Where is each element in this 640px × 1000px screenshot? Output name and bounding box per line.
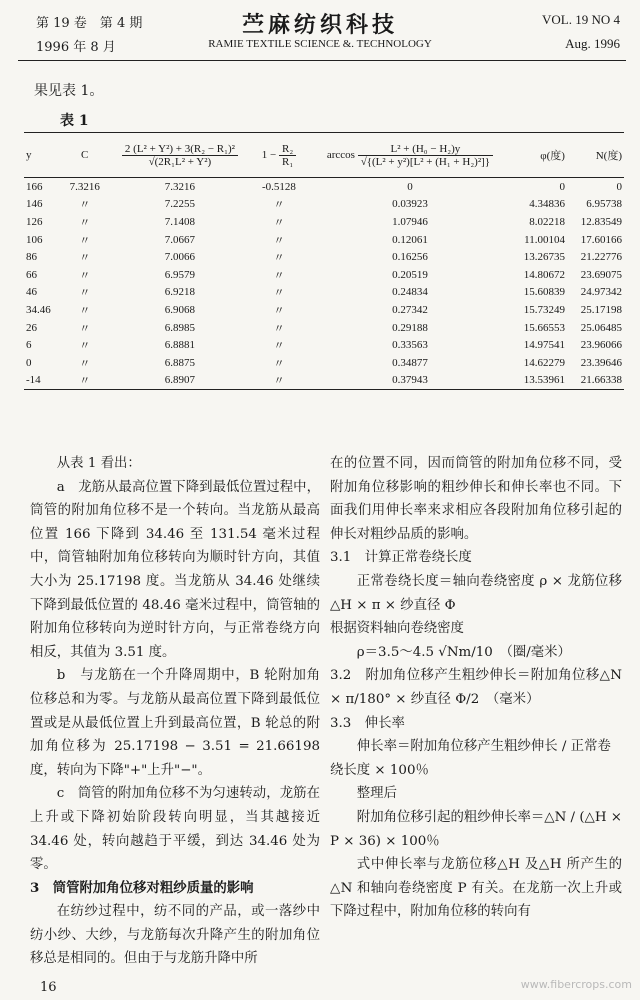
paragraph: 在纺纱过程中，纺不同的产品，或一落纱中纺小纱、大纱，与龙筋每次升降产生的附加角位移总是相同的。但由于与龙筋升降中所	[30, 904, 320, 967]
cell-formula-2: 〃	[273, 357, 285, 370]
cell-n: 6.95738	[586, 198, 622, 211]
table-row	[24, 336, 624, 354]
cell-formula-1: 6.9068	[164, 303, 196, 316]
cell-phi: 14.80672	[523, 268, 565, 281]
cell-formula-2: 〃	[273, 287, 285, 300]
table-row	[24, 354, 624, 372]
paragraph: 在的位置不同，因而筒管的附加角位移不同，受附加角位移影响的粗纱伸长和伸长率也不同。下面我们用伸长率来求相应各段附加角位移引起的伸长对粗纱品质的影响。	[330, 456, 622, 542]
date-en: Aug. 1996	[565, 36, 620, 51]
cell-n: 21.22776	[580, 251, 622, 264]
cell-phi: 14.97541	[523, 339, 565, 352]
cell-formula-1: 7.3216	[164, 180, 196, 193]
cell-c: 〃	[79, 199, 91, 212]
header-formula-2	[248, 133, 310, 178]
cell-formula-3: 0.37943	[310, 372, 510, 390]
cell-c: 〃	[79, 216, 91, 229]
cell-n: 24.97342	[580, 286, 622, 299]
cell-n: 23.39646	[580, 356, 622, 369]
cell-phi: 13.53961	[510, 372, 567, 390]
cell-y: 146	[26, 198, 43, 211]
cell-phi: 11.00104	[524, 233, 565, 246]
table-row	[24, 284, 624, 302]
table-row	[24, 213, 624, 231]
cell-formula-2: 〃	[273, 199, 285, 212]
cell-formula-1: 7.2255	[164, 198, 196, 211]
cell-y: 86	[26, 251, 37, 264]
table-row	[24, 196, 624, 214]
subsection-heading: 3.1 计算正常卷绕长度	[330, 550, 472, 566]
table-body	[24, 178, 624, 390]
equation: ρ＝3.5～4.5 √Nm/10 （圈/毫米）	[356, 644, 571, 660]
cell-c: 〃	[79, 234, 91, 247]
cell-phi: 14.62279	[523, 356, 565, 369]
cell-c: 〃	[58, 372, 112, 390]
volume-issue-en: VOL. 19 NO 4	[542, 12, 620, 27]
cell-formula-2: 〃	[273, 304, 285, 317]
subsection-heading: 3.2 附加角位移产生粗纱伸长＝附加角位移△N × π/180° × 纱直径 Φ/2 （毫米）	[330, 668, 622, 707]
paragraph: 从表 1 看出：	[56, 456, 141, 471]
cell-formula-2: 〃	[273, 340, 285, 353]
table-row	[24, 301, 624, 319]
cell-c: 7.3216	[69, 180, 100, 193]
right-column	[330, 452, 622, 924]
cell-formula-1: 7.1408	[164, 215, 196, 228]
cell-n: 21.66338	[567, 372, 624, 390]
cell-n: 17.60166	[580, 233, 622, 246]
cell-y: -14	[24, 372, 58, 390]
cell-phi: 8.02218	[529, 215, 565, 228]
paragraph: c 筒管的附加角位移不为匀速转动，龙筋在上升或下降初始阶段转向明显，当其越接近 34.46 处，转向越趋于平缓，到达 34.46 处为零。	[30, 786, 320, 873]
intro-text: 果见表 1。	[34, 83, 104, 99]
table-row	[24, 266, 624, 284]
cell-n: 23.69075	[580, 268, 622, 281]
journal-title-cn: 苎麻纺织科技	[241, 12, 398, 38]
paragraph: a 龙筋从最高位置下降到最低位置过程中，筒管的附加角位移不是一个转向。当龙筋从最高位置 166 下降到 34.46 至 131.54 毫米过程中，筒管轴附加角位移转向为顺时针方向，其值大小为 25.17198 度。当龙筋从 34.46 处继续下降到最低位置的 48.46 毫米过程中，筒管轴的附加角位移转向为逆时针方向，与正常卷绕方向相反，其值为 3.51 度。	[30, 479, 320, 660]
cell-c: 〃	[79, 340, 91, 353]
cell-phi: 15.60839	[523, 286, 565, 299]
cell-n: 25.17198	[580, 303, 622, 316]
cell-formula-2: 〃	[248, 372, 310, 390]
journal-title-en: RAMIE TEXTILE SCIENCE &. TECHNOLOGY	[208, 38, 432, 50]
cell-formula-1: 6.9218	[164, 286, 196, 299]
cell-y: 66	[26, 268, 37, 281]
header-phi: φ(度)	[510, 133, 567, 178]
subsection-heading: 3.3 伸长率	[330, 715, 405, 731]
cell-formula-3: 0.12061	[392, 233, 428, 246]
cell-y: 34.46	[26, 303, 51, 316]
formula-3-prefix: arccos	[326, 148, 355, 161]
cell-c: 〃	[79, 252, 91, 265]
cell-y: 26	[26, 321, 37, 334]
section-heading: 3 筒管附加角位移对粗纱质量的影响	[30, 879, 254, 896]
cell-c: 〃	[79, 304, 91, 317]
cell-formula-1: 6.9579	[164, 268, 196, 281]
cell-formula-3: 0.03923	[392, 198, 428, 211]
cell-formula-1: 6.8985	[164, 321, 196, 334]
paragraph: 正常卷绕长度＝轴向卷绕密度 ρ × 龙筋位移△H × π × 纱直径 Φ	[330, 573, 622, 613]
formula-1-numerator: 2 (L² + Y²) + 3(R₂ − R₁)²	[122, 143, 238, 156]
cell-n: 25.06485	[580, 321, 622, 334]
cell-formula-2: 〃	[273, 269, 285, 282]
cell-formula-1: 7.0066	[164, 251, 196, 264]
cell-formula-2: 〃	[273, 252, 285, 265]
cell-formula-3: 1.07946	[392, 215, 428, 228]
formula-2-numerator: R₂	[279, 143, 296, 156]
cell-n: 23.96066	[580, 339, 622, 352]
cell-formula-2: -0.5128	[262, 180, 296, 193]
header-rule	[18, 60, 626, 61]
cell-phi: 15.73249	[523, 303, 565, 316]
cell-formula-3: 0.16256	[392, 251, 428, 264]
paragraph: 式中伸长率与龙筋位移△H 及△H 所产生的△N 和轴向卷绕密度 P 有关。在龙筋一次上升或下降过程中，附加角位移的转向有	[330, 857, 622, 920]
header-formula-1	[112, 133, 248, 178]
table-row	[24, 372, 624, 390]
watermark: www.fibercrops.com	[520, 978, 632, 991]
cell-phi: 4.34836	[529, 198, 565, 211]
cell-formula-2: 〃	[273, 322, 285, 335]
cell-phi: 0	[559, 180, 565, 193]
paragraph: 整理后	[356, 786, 397, 802]
cell-y: 46	[26, 286, 37, 299]
cell-y: 0	[26, 356, 32, 369]
page-number: 16	[40, 980, 57, 995]
cell-y: 106	[26, 233, 43, 246]
cell-formula-3: 0	[407, 180, 413, 193]
cell-formula-1: 6.8907	[112, 372, 248, 390]
cell-formula-3: 0.34877	[392, 356, 428, 369]
left-column	[30, 452, 320, 971]
paragraph: 根据资料轴向卷绕密度	[330, 621, 464, 637]
cell-formula-3: 0.24834	[392, 286, 428, 299]
cell-c: 〃	[79, 287, 91, 300]
cell-phi: 15.66553	[523, 321, 565, 334]
cell-n: 0	[616, 180, 622, 193]
paragraph: b 与龙筋在一个升降周期中，B 轮附加角位移总和为零。与龙筋从最高位置下降到最低位置或是从最低位置上升到最高位置，B 轮总的附加角位移为 25.17198 − 3.51 = 21.66198 度，转向为下降"+"上升"−"。	[30, 668, 320, 778]
formula-2-denominator: R₁	[281, 155, 294, 168]
cell-c: 〃	[79, 357, 91, 370]
table-row	[24, 231, 624, 249]
header-formula-3	[310, 133, 510, 178]
table-row	[24, 248, 624, 266]
formula-3-denominator: √{(L² + y²)[L² + (H₁ + H₂)²]}	[360, 155, 491, 168]
header-c: C	[58, 133, 112, 178]
formula-3-numerator: L² + (H₀ − H₂)y	[358, 143, 493, 156]
table-row	[24, 178, 624, 196]
cell-formula-3: 0.29188	[392, 321, 428, 334]
cell-formula-2: 〃	[273, 234, 285, 247]
table-header-row	[24, 133, 624, 178]
cell-y: 166	[26, 180, 43, 193]
formula-1-denominator: √(2R₁L² + Y²)	[148, 155, 212, 168]
cell-formula-3: 0.33563	[392, 339, 428, 352]
data-table	[24, 132, 624, 390]
table-caption: 表 1	[60, 113, 89, 129]
equation: 伸长率＝附加角位移产生粗纱伸长 / 正常卷绕长度 × 100％	[330, 739, 611, 778]
formula-2-prefix: 1 −	[261, 148, 277, 161]
running-header	[0, 6, 640, 58]
cell-n: 12.83549	[580, 215, 622, 228]
equation: 附加角位移引起的粗纱伸长率＝△N / (△H × P × 36) × 100％	[330, 809, 622, 849]
header-y: y	[24, 133, 58, 178]
volume-issue-cn: 第 19 卷 第 4 期	[36, 16, 143, 31]
cell-y: 6	[26, 339, 32, 352]
header-n: N(度)	[567, 133, 624, 178]
cell-formula-1: 6.8881	[164, 339, 196, 352]
cell-formula-2: 〃	[273, 216, 285, 229]
cell-c: 〃	[79, 322, 91, 335]
cell-formula-1: 7.0667	[164, 233, 196, 246]
table-row	[24, 319, 624, 337]
cell-c: 〃	[79, 269, 91, 282]
date-cn: 1996 年 8 月	[36, 40, 116, 55]
cell-y: 126	[26, 215, 43, 228]
cell-formula-3: 0.20519	[392, 268, 428, 281]
cell-formula-3: 0.27342	[392, 303, 428, 316]
cell-formula-1: 6.8875	[164, 356, 196, 369]
cell-phi: 13.26735	[523, 251, 565, 264]
